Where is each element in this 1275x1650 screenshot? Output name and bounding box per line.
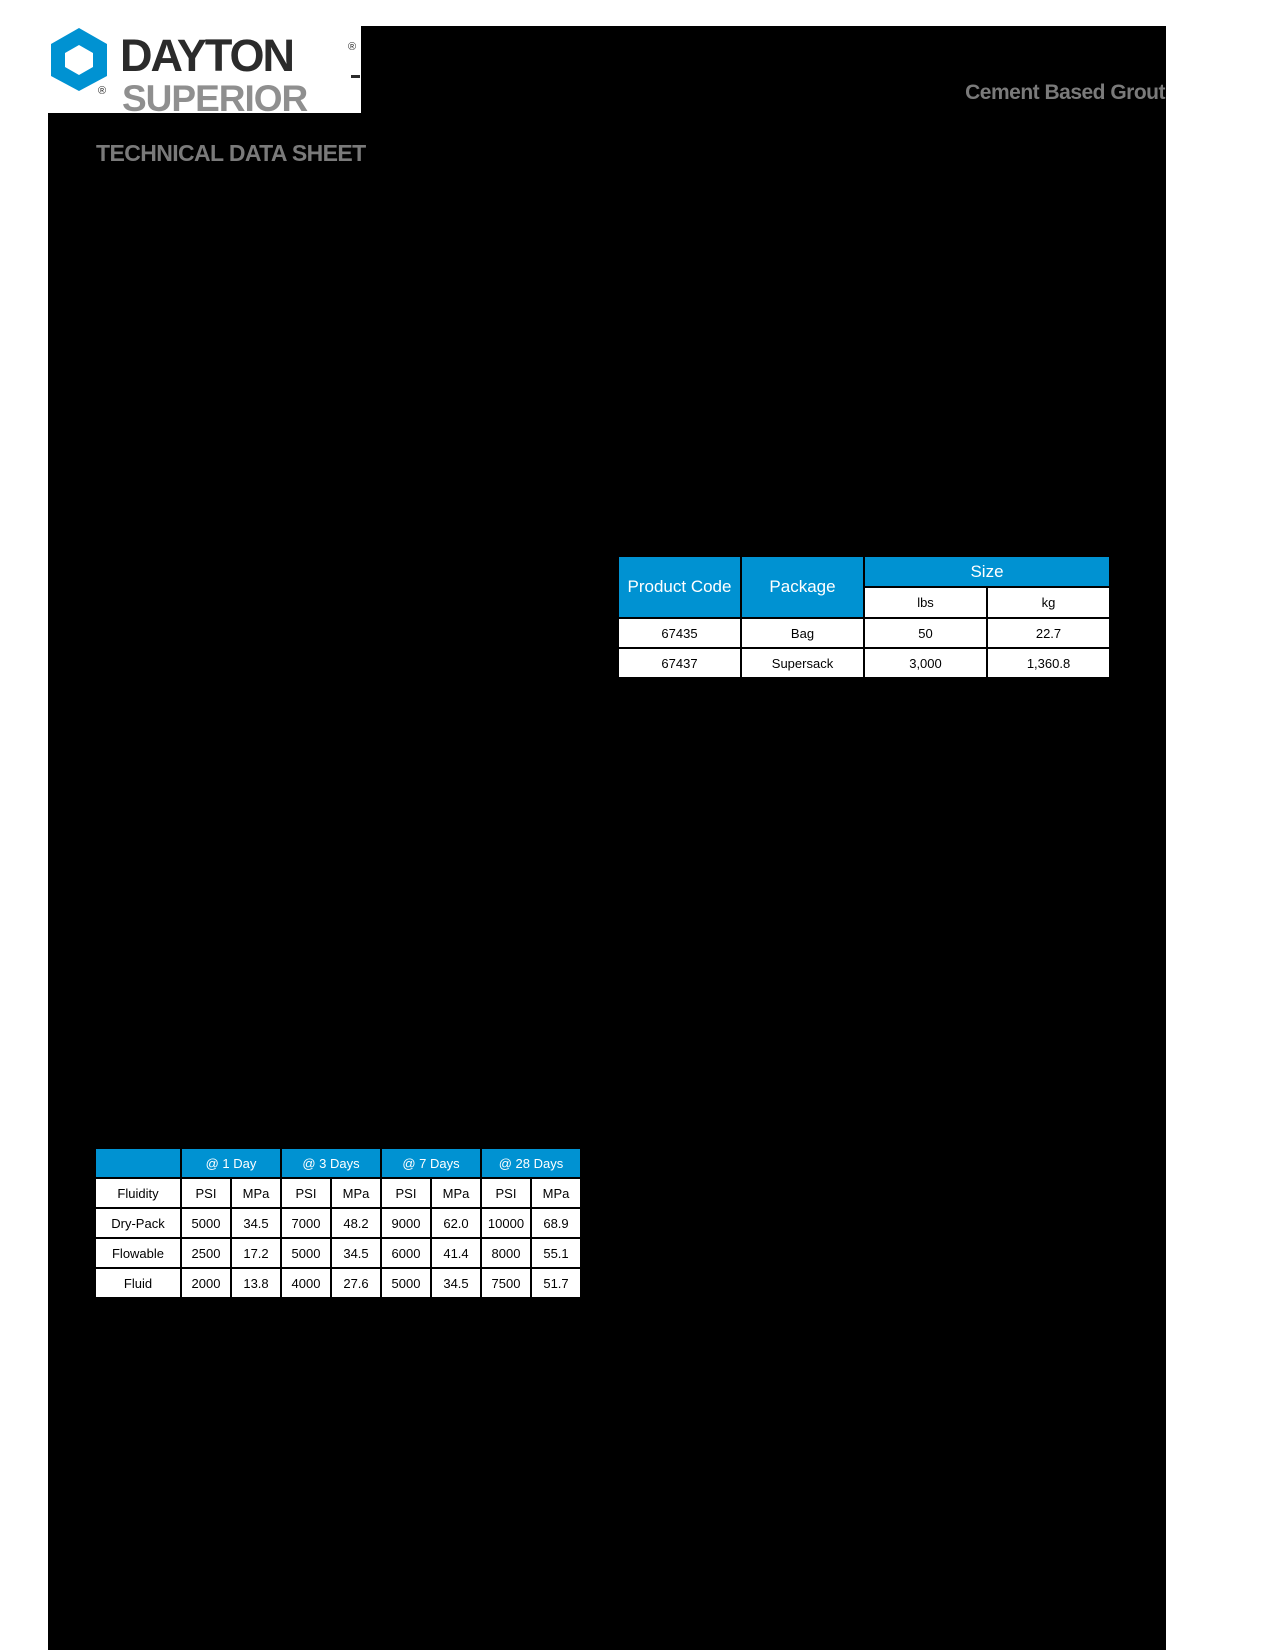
table-header-row [95,1148,581,1178]
cell-value: 6000 [381,1238,431,1268]
header-period: @ 7 Days [381,1148,481,1178]
header-psi: PSI [281,1178,331,1208]
cell-value: 34.5 [331,1238,381,1268]
header-product-code: Product Code [618,556,741,618]
cell-package: Supersack [741,648,864,678]
header-size: Size [864,556,1110,587]
table-row [618,648,1110,678]
cell-value: 68.9 [531,1208,581,1238]
dayton-superior-logo [48,26,361,119]
cell-package: Bag [741,618,864,648]
registered-mark: ® [348,41,357,53]
cell-value: 17.2 [231,1238,281,1268]
header-kg: kg [987,587,1110,618]
cell-product-code: 67435 [618,618,741,648]
cell-fluidity: Flowable [95,1238,181,1268]
cell-value: 62.0 [431,1208,481,1238]
header-psi: PSI [181,1178,231,1208]
logo-underline [351,75,360,78]
cell-value: 8000 [481,1238,531,1268]
cell-value: 34.5 [231,1208,281,1238]
cell-value: 5000 [181,1208,231,1238]
header-fluidity: Fluidity [95,1178,181,1208]
table-row [95,1208,581,1238]
cell-lbs: 50 [864,618,987,648]
header-mpa: MPa [331,1178,381,1208]
header-period: @ 28 Days [481,1148,581,1178]
header-lbs: lbs [864,587,987,618]
table-header-row [618,556,1110,587]
cell-kg: 1,360.8 [987,648,1110,678]
header-blank [95,1148,181,1178]
cell-value: 27.6 [331,1268,381,1298]
cell-value: 55.1 [531,1238,581,1268]
table-subheader-row [95,1178,581,1208]
cell-value: 7500 [481,1268,531,1298]
header-package: Package [741,556,864,618]
header-mpa: MPa [431,1178,481,1208]
cell-value: 51.7 [531,1268,581,1298]
compressive-strength-table [94,1147,582,1299]
cell-value: 48.2 [331,1208,381,1238]
cell-value: 10000 [481,1208,531,1238]
cell-value: 13.8 [231,1268,281,1298]
logo-word-superior: SUPERIOR [122,78,308,119]
header-mpa: MPa [231,1178,281,1208]
cell-value: 4000 [281,1268,331,1298]
registered-mark: ® [98,85,107,97]
table-row [95,1238,581,1268]
cell-kg: 22.7 [987,618,1110,648]
header-period: @ 3 Days [281,1148,381,1178]
cell-fluidity: Fluid [95,1268,181,1298]
header-mpa: MPa [531,1178,581,1208]
document-page [48,26,1166,1650]
cell-value: 5000 [281,1238,331,1268]
cell-value: 5000 [381,1268,431,1298]
packaging-table [617,555,1111,679]
header-psi: PSI [381,1178,431,1208]
table-row [95,1268,581,1298]
cell-lbs: 3,000 [864,648,987,678]
document-title: TECHNICAL DATA SHEET [96,140,366,166]
product-category: Cement Based Grout [965,81,1165,104]
cell-value: 2000 [181,1268,231,1298]
logo-word-dayton: DAYTON [120,30,294,81]
cell-value: 2500 [181,1238,231,1268]
cell-product-code: 67437 [618,648,741,678]
cell-fluidity: Dry-Pack [95,1208,181,1238]
cell-value: 7000 [281,1208,331,1238]
header-period: @ 1 Day [181,1148,281,1178]
table-row [618,618,1110,648]
cell-value: 34.5 [431,1268,481,1298]
cell-value: 41.4 [431,1238,481,1268]
header-psi: PSI [481,1178,531,1208]
hexagon-logo-icon [48,26,110,92]
cell-value: 9000 [381,1208,431,1238]
